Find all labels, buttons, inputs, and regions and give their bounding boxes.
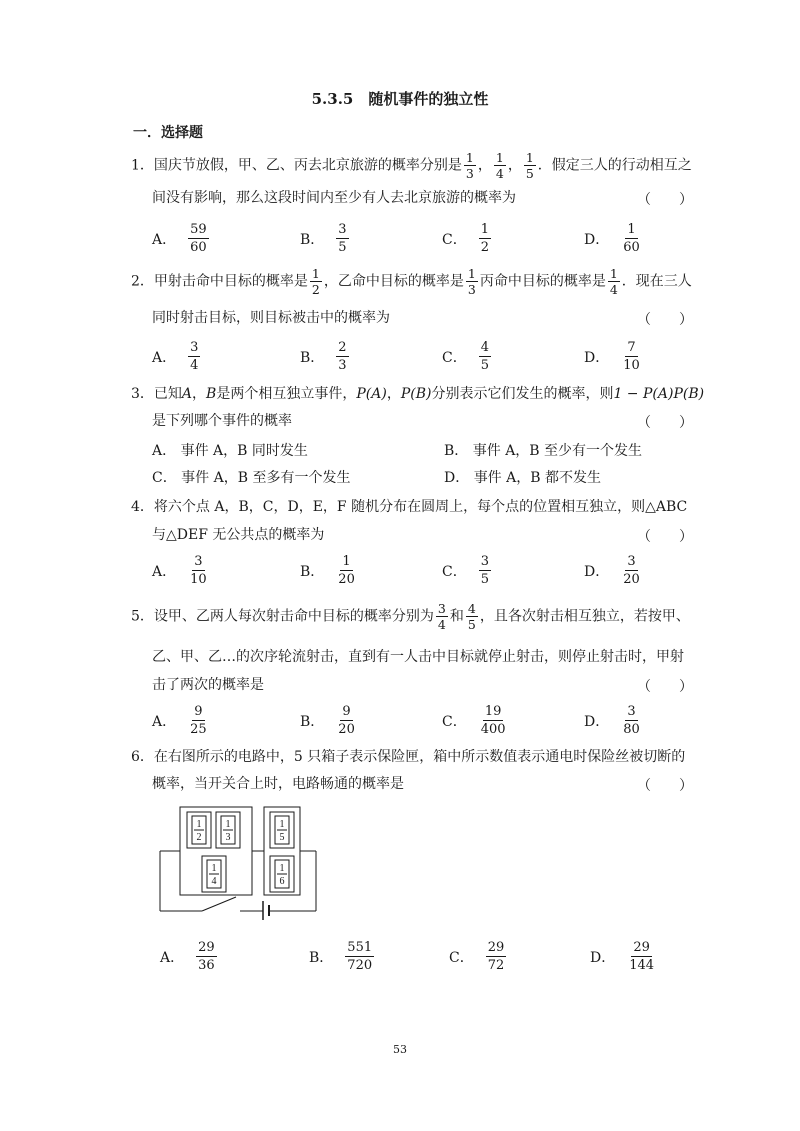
option-label: D．: [584, 231, 610, 248]
question-2-line-1: [131, 266, 692, 297]
question-text: 设甲、乙两人每次射击命中目标的概率分别为: [153, 608, 434, 625]
numerator: 1: [525, 150, 534, 165]
numerator: 551: [347, 940, 373, 955]
numerator: 1: [311, 266, 320, 281]
question-3-line-1: [131, 385, 704, 403]
option-label: D．: [584, 713, 610, 730]
fuse-4-numerator: 1: [279, 819, 285, 830]
numerator: 1: [495, 150, 504, 165]
option-a: [152, 442, 308, 460]
question-text: ．现在三人: [621, 273, 692, 290]
question-5-line-2: 乙、甲、乙…的次序轮流射击，直到有一人击中目标就停止射击，则停止射击时，甲射: [152, 649, 684, 665]
question-1-line-2: 间没有影响，那么这段时间内至少有人去北京旅游的概率为: [152, 190, 516, 206]
option-b: [300, 221, 351, 256]
answer-blank: （ ）: [637, 312, 693, 328]
denominator: 5: [480, 572, 489, 587]
option-label: C．: [449, 949, 474, 966]
question-3-line-2: 是下列哪个事件的概率: [152, 413, 292, 429]
denominator: 2: [480, 240, 489, 255]
expression: 1 − P(A)P(B): [613, 386, 705, 402]
question-number: 1．: [131, 157, 154, 174]
prob-a: P(A): [356, 386, 387, 402]
option-d: [584, 221, 644, 256]
option-b: [444, 442, 642, 460]
option-label: B．: [300, 563, 325, 580]
option-c: [442, 553, 493, 588]
fraction: [310, 266, 322, 297]
fraction: [486, 939, 507, 974]
question-text: 和: [449, 608, 464, 625]
fraction: [494, 150, 506, 181]
option-text: 事件 A，B 至多有一个发生: [181, 470, 351, 486]
fraction: [466, 266, 478, 297]
denominator: 5: [467, 617, 476, 632]
fraction: [196, 939, 217, 974]
denominator: 60: [190, 240, 207, 255]
fraction: [479, 553, 491, 588]
fraction: [188, 339, 200, 374]
question-text: ．假定三人的行动相互之: [537, 157, 692, 174]
question-4-line-2: 与△DEF 无公共点的概率为: [152, 527, 325, 543]
option-label: C．: [442, 231, 467, 248]
denominator: 20: [338, 572, 355, 587]
option-label: C．: [442, 563, 467, 580]
question-number: 4．: [131, 499, 154, 515]
denominator: 25: [190, 722, 207, 737]
option-c: [442, 339, 493, 374]
option-c: [442, 221, 493, 256]
separator: ，: [386, 386, 401, 402]
option-b: [309, 939, 376, 974]
numerator: 1: [609, 266, 618, 281]
numerator: 29: [633, 940, 650, 955]
option-a: [160, 939, 219, 974]
denominator: 3: [465, 166, 474, 181]
fraction: [336, 221, 348, 256]
numerator: 29: [487, 940, 505, 955]
denominator: 720: [347, 958, 373, 973]
denominator: 10: [623, 358, 640, 373]
option-text: 事件 A，B 同时发生: [180, 443, 308, 459]
fraction: [627, 939, 656, 974]
fraction: [188, 553, 209, 588]
fraction: [336, 703, 357, 738]
numerator: 19: [484, 704, 502, 719]
option-label: A．: [160, 949, 185, 966]
denominator: 10: [190, 572, 207, 587]
numerator: 1: [480, 222, 489, 237]
fraction: [466, 601, 478, 632]
option-label: A．: [152, 713, 177, 730]
fuse-2-numerator: 1: [225, 819, 231, 830]
option-a: [152, 553, 211, 588]
denominator: 5: [480, 358, 489, 373]
var-b: B: [206, 386, 217, 402]
numerator: 59: [190, 222, 207, 237]
fuse-5-denominator: 6: [279, 876, 285, 887]
denominator: 4: [437, 617, 446, 632]
denominator: 4: [609, 282, 618, 297]
numerator: 3: [627, 554, 636, 569]
option-label: B．: [300, 349, 325, 366]
fraction: [479, 339, 491, 374]
question-text: 丙命中目标的概率是: [479, 273, 606, 290]
denominator: 36: [198, 958, 215, 973]
answer-blank: （ ）: [637, 529, 693, 545]
fraction: [479, 221, 491, 256]
question-5-line-3: 击了两次的概率是: [152, 677, 264, 693]
separator: ，: [192, 386, 207, 402]
question-number: 2．: [131, 273, 154, 290]
denominator: 144: [629, 958, 655, 973]
separator: ，: [477, 157, 492, 174]
fraction: [436, 601, 448, 632]
question-5-line-1: [131, 601, 690, 632]
denominator: 4: [495, 166, 504, 181]
separator: ，: [507, 157, 522, 174]
fraction: [188, 221, 209, 256]
fuse-2-denominator: 3: [225, 832, 231, 843]
option-label: D．: [590, 949, 616, 966]
page-title: 5.3.5 随机事件的独立性: [311, 90, 489, 108]
denominator: 20: [338, 722, 355, 737]
fraction: [621, 703, 642, 738]
option-label: D．: [584, 563, 610, 580]
page-number: 53: [393, 1043, 407, 1056]
fuse-1-denominator: 2: [196, 832, 202, 843]
denominator: 3: [338, 358, 347, 373]
fraction: [345, 939, 374, 974]
option-d: [444, 469, 601, 487]
section-heading: 一．选择题: [133, 125, 203, 141]
answer-blank: （ ）: [637, 415, 693, 431]
option-label: D．: [584, 349, 610, 366]
option-d: [584, 339, 644, 374]
option-label: C．: [442, 713, 467, 730]
denominator: 72: [487, 958, 505, 973]
question-number: 5．: [131, 608, 154, 625]
numerator: 3: [338, 222, 347, 237]
denominator: 400: [480, 722, 506, 737]
question-number: 6．: [131, 749, 154, 765]
fraction: [464, 150, 476, 181]
denominator: 4: [190, 358, 199, 373]
question-text: 已知: [153, 386, 182, 402]
question-1-line-1: [131, 150, 692, 181]
numerator: 4: [480, 340, 489, 355]
numerator: 3: [194, 554, 203, 569]
option-text: 事件 A，B 都不发生: [473, 470, 601, 486]
option-text: 事件 A，B 至少有一个发生: [472, 443, 643, 459]
option-label: A．: [152, 231, 177, 248]
question-6-line-1: [131, 748, 685, 766]
answer-blank: （ ）: [637, 679, 693, 695]
denominator: 3: [467, 282, 476, 297]
question-text: ，且各次射击相互独立，若按甲、: [479, 608, 690, 625]
question-text: 国庆节放假，甲、乙、丙去北京旅游的概率分别是: [153, 157, 462, 174]
option-label: A．: [152, 563, 177, 580]
question-2-line-2: 同时射击目标，则目标被击中的概率为: [152, 310, 390, 326]
numerator: 1: [342, 554, 351, 569]
numerator: 29: [198, 940, 215, 955]
denominator: 20: [623, 572, 640, 587]
option-c: [449, 939, 508, 974]
option-label: C．: [442, 349, 467, 366]
denominator: 2: [311, 282, 320, 297]
option-label: C．: [152, 470, 177, 486]
option-c: [152, 469, 350, 487]
numerator: 7: [627, 340, 636, 355]
fraction: [336, 339, 348, 374]
denominator: 5: [525, 166, 534, 181]
option-b: [300, 703, 359, 738]
fuse-1-numerator: 1: [196, 819, 202, 830]
option-label: B．: [300, 231, 325, 248]
fraction: [621, 339, 642, 374]
answer-blank: （ ）: [637, 192, 693, 208]
numerator: 3: [627, 704, 636, 719]
question-text: 分别表示它们发生的概率，则: [431, 386, 614, 402]
option-label: D．: [444, 470, 470, 486]
fraction: [336, 553, 357, 588]
option-b: [300, 339, 351, 374]
question-4-line-1: [131, 498, 687, 516]
prob-b: P(B): [400, 386, 432, 402]
numerator: 3: [190, 340, 199, 355]
fuse-5-numerator: 1: [279, 863, 285, 874]
numerator: 1: [467, 266, 476, 281]
numerator: 2: [338, 340, 347, 355]
circuit-diagram: [150, 800, 330, 922]
option-label: B．: [300, 713, 325, 730]
question-text: 是两个相互独立事件，: [216, 386, 357, 402]
answer-blank: （ ）: [637, 778, 693, 794]
option-d: [590, 939, 658, 974]
option-label: A．: [152, 443, 177, 459]
option-label: B．: [309, 949, 334, 966]
option-a: [152, 703, 211, 738]
numerator: 1: [465, 150, 474, 165]
option-d: [584, 553, 644, 588]
fuse-3-numerator: 1: [211, 863, 217, 874]
option-label: B．: [444, 443, 469, 459]
fraction: [188, 703, 209, 738]
question-text: 在右图所示的电路中，5 只箱子表示保险匣，箱中所示数值表示通电时保险丝被切断的: [153, 749, 686, 765]
question-number: 3．: [131, 386, 154, 402]
fraction: [621, 553, 642, 588]
fraction: [621, 221, 642, 256]
fraction: [479, 703, 508, 738]
numerator: 3: [480, 554, 489, 569]
option-a: [152, 339, 202, 374]
numerator: 1: [627, 222, 636, 237]
switch: [202, 897, 236, 911]
numerator: 9: [194, 704, 203, 719]
option-label: A．: [152, 349, 177, 366]
question-text: ，乙命中目标的概率是: [323, 273, 464, 290]
numerator: 4: [467, 601, 476, 616]
option-a: [152, 221, 211, 256]
denominator: 60: [623, 240, 640, 255]
denominator: 5: [338, 240, 347, 255]
question-text: 甲射击命中目标的概率是: [153, 273, 308, 290]
option-d: [584, 703, 644, 738]
question-6-line-2: 概率，当开关合上时，电路畅通的概率是: [152, 776, 404, 792]
question-text: 将六个点 A，B，C，D，E，F 随机分布在圆周上，每个点的位置相互独立，则△ABC: [153, 499, 688, 515]
fuse-4-denominator: 5: [279, 832, 285, 843]
option-b: [300, 553, 359, 588]
fraction: [524, 150, 536, 181]
denominator: 80: [623, 722, 640, 737]
numerator: 9: [342, 704, 351, 719]
numerator: 3: [437, 601, 446, 616]
option-c: [442, 703, 510, 738]
fuse-3-denominator: 4: [211, 876, 217, 887]
fraction: [608, 266, 620, 297]
var-a: A: [181, 386, 193, 402]
